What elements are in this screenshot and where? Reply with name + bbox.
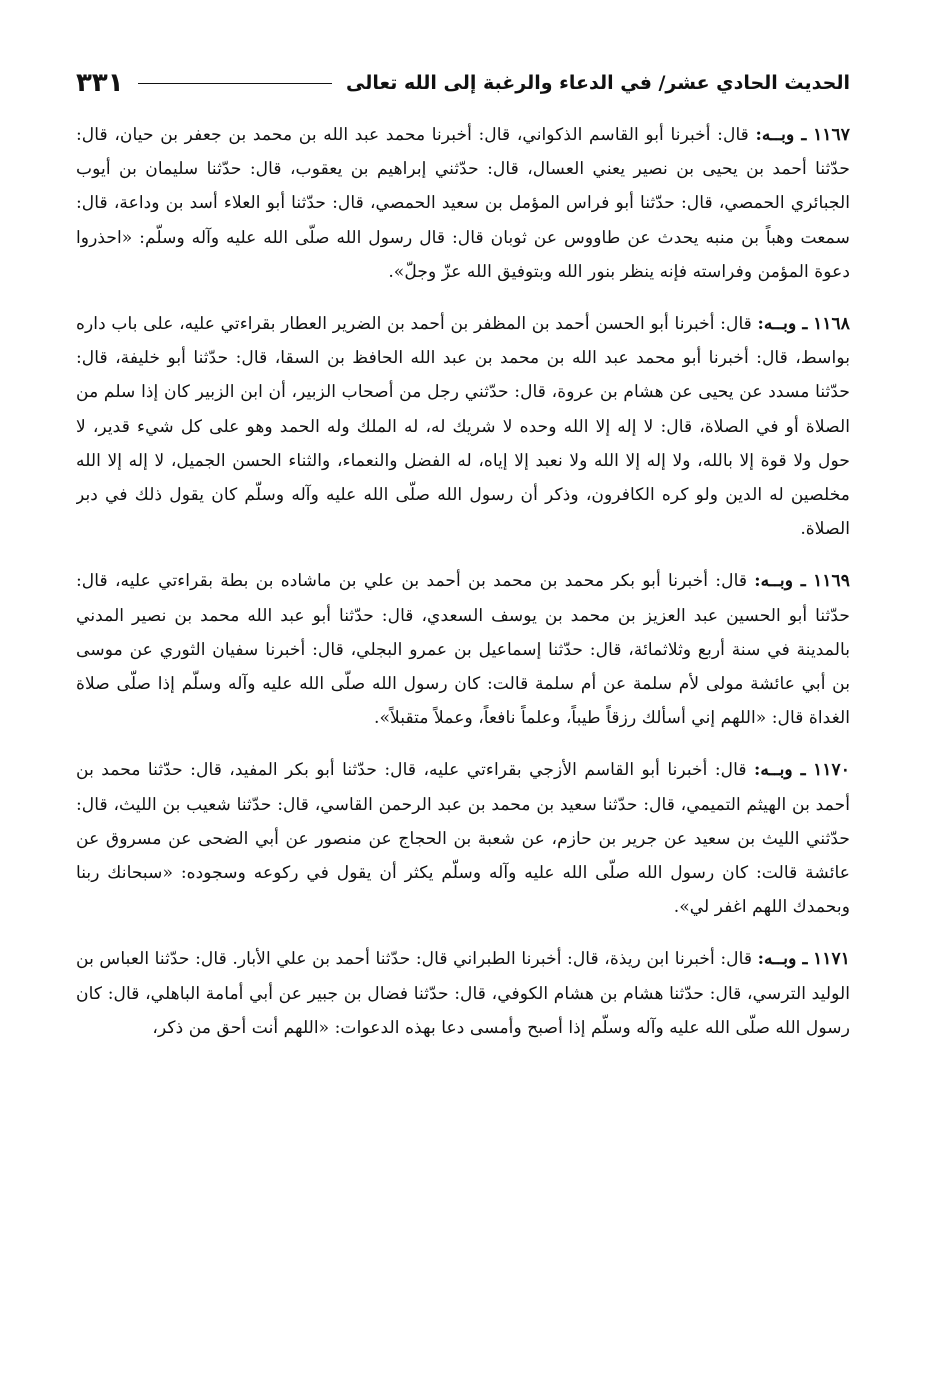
entry-text: قال: أخبرنا أبو الحسن أحمد بن المظفر بن أحمد بن الضرير العطار بقراءتي عليه، على باب داره بواسط، قال: أخبرنا أبو محمد عبد الله بن محمد بن عبد الله الحافظ بن السقا، قال: حدّثنا أبو خليفة، قال: حدّثنا مسدد عن يحيى عن هشام بن عروة، قال: حدّثني رجل من أصحاب الزبير، أن ابن الزبير كان إذا سلم من الصلاة أو في الصلاة، قال: لا إله إلا الله وحده لا شريك له، له الملك وله الحمد وهو على كل شيء قدير، لا حول ولا قوة إلا بالله، ولا إله إلا الله ولا نعبد إلا إياه، له الفضل والنعماء، والثناء الحسن الجميل، لا إله إلا الله مخلصين له الدين ولو كره الكافرون، وذكر أن رسول الله صلّى الله عليه وآله وسلّم كان يقول ذلك في دبر الصلاة. [76,314,850,540]
hadith-entry-1168 [76,307,850,546]
hadith-entry-1170 [76,753,850,924]
entry-wabihi: ـ وبــه: [757,949,808,970]
entry-wabihi: ـ وبــه: [757,314,808,335]
entry-text: قال: أخبرنا أبو القاسم الذكواني، قال: أخبرنا محمد عبد الله بن محمد بن جعفر بن حيان، قال: حدّثنا أحمد بن يحيى بن نصير يعني العسال، قال: حدّثني إبراهيم بن يعقوب، قال: حدّثنا سليمان بن أيوب الجبائري الحمصي، قال: حدّثنا أبو فراس المؤمل بن سعيد الحمصي، قال: حدّثنا أبو العلاء أسد بن وداعة، قال: سمعت وهباً بن منبه يحدث عن طاووس عن ثوبان قال: قال رسول الله صلّى الله عليه وآله وسلّم: «احذروا دعوة المؤمن وفراسته فإنه ينظر بنور الله وبتوفيق الله عزّ وجلّ». [76,125,850,282]
entry-number: ١١٦٨ [813,314,850,335]
hadith-entry-1171 [76,942,850,1045]
header-title: الحديث الحادي عشر/ في الدعاء والرغبة إلى الله تعالى [346,72,850,94]
entry-number: ١١٦٩ [813,571,850,592]
entry-wabihi: ـ وبــه: [754,571,806,592]
entry-text: قال: أخبرنا أبو بكر محمد بن محمد بن أحمد بن علي بن ماشاده بن بطة بقراءتي عليه، قال: حدّثنا أبو الحسين عبد العزيز بن محمد بن يوسف السعدي، قال: حدّثنا أبو عبد الله محمد بن نصير المدني بالمدينة في سنة أربع وثلاثمائة، قال: حدّثنا إسماعيل بن عمرو البجلي، قال: أخبرنا سفيان الثوري عن موسى بن أبي عائشة مولى لأم سلمة عن أم سلمة قالت: كان رسول الله صلّى الله عليه وآله وسلّم إذا صلّى صلاة الغداة قال: «اللهم إني أسألك رزقاً طيباً، وعلماً نافعاً، وعملاً متقبلاً». [76,571,850,729]
entry-number: ١١٧٠ [813,760,850,781]
entry-text: قال: أخبرنا أبو القاسم الأزجي بقراءتي عليه، قال: حدّثنا أبو بكر المفيد، قال: حدّثنا محمد بن أحمد بن الهيثم التميمي، قال: حدّثنا سعيد بن محمد بن عبد الرحمن القاسي، قال: حدّثنا شعيب بن الليث، قال: حدّثني الليث بن سعيد عن جرير بن حازم، عن شعبة بن الحجاج عن منصور عن أبي الضحى عن مسروق عن عائشة قالت: كان رسول الله صلّى الله عليه وآله وسلّم يكثر أن يقول في ركوعه وسجوده: «سبحانك ربنا وبحمدك اللهم اغفر لي». [76,760,850,918]
entry-number: ١١٦٧ [813,125,850,145]
entry-text: قال: أخبرنا ابن ريذة، قال: أخبرنا الطبراني قال: حدّثنا أحمد بن علي الأبار. قال: حدّثنا العباس بن الوليد الترسي، قال: حدّثنا هشام بن هشام الكوفي، قال: حدّثنا فضال بن جبير عن أبي أمامة الباهلي، قال: كان رسول الله صلّى الله عليه وآله وسلّم إذا أصبح وأمسى دعا بهذه الدعوات: «اللهم أنت أحق من ذكر، [76,949,850,1038]
entry-wabihi: ـ وبــه: [755,125,807,145]
hadith-entries [76,118,850,1045]
page-number: ٣٣١ [76,68,124,98]
running-header [76,52,850,104]
entry-wabihi: ـ وبــه: [753,760,806,781]
entry-number: ١١٧١ [813,949,850,970]
book-page [76,52,850,1352]
hadith-entry-1169 [76,564,850,735]
header-rule [138,83,332,84]
hadith-entry-1167 [76,118,850,289]
